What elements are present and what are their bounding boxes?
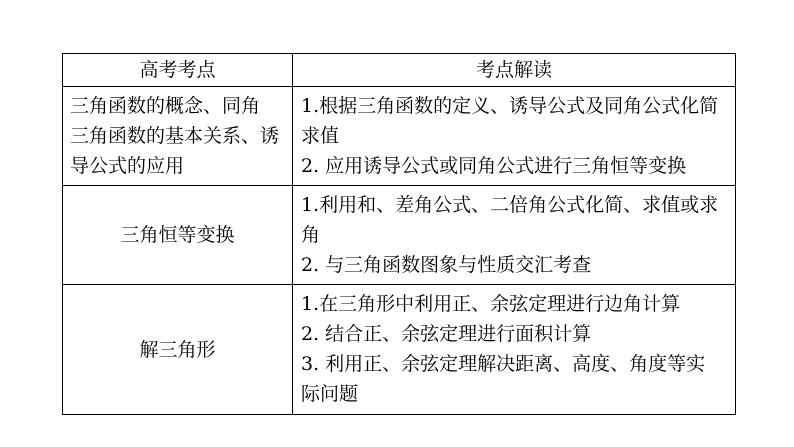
description-line: 3. 利用正、余弦定理解决距离、高度、角度等实 <box>301 353 706 375</box>
description-line: 际问题 <box>301 383 359 405</box>
description-line: 1.根据三角函数的定义、诱导公式及同角公式化简 <box>301 95 719 117</box>
description-line: 角 <box>301 224 321 246</box>
topic-line: 解三角形 <box>139 338 216 361</box>
description-line: 2. 与三角函数图象与性质交汇考查 <box>301 254 592 276</box>
header-interpretation: 考点解读 <box>293 54 736 87</box>
description-cell <box>293 87 736 186</box>
topic-line: 三角函数的基本关系、诱 <box>70 125 280 147</box>
description-cell <box>293 186 736 285</box>
header-exam-point: 高考考点 <box>63 54 293 87</box>
topic-cell <box>63 285 293 415</box>
description-line: 1.利用和、差角公式、二倍角公式化简、求值或求 <box>301 194 719 216</box>
table-row <box>63 186 736 285</box>
description-line: 求值 <box>301 125 340 147</box>
topic-cell <box>63 186 293 285</box>
topic-cell <box>63 87 293 186</box>
description-line: 2. 结合正、余弦定理进行面积计算 <box>301 323 592 345</box>
topic-line: 三角恒等变换 <box>120 224 235 246</box>
description-line: 1.在三角形中利用正、余弦定理进行边角计算 <box>301 293 681 315</box>
table-row <box>63 285 736 415</box>
table-row <box>63 87 736 186</box>
description-line: 2. 应用诱导公式或同角公式进行三角恒等变换 <box>301 155 687 177</box>
topic-line: 三角函数的概念、同角 <box>70 95 261 117</box>
exam-points-table-container <box>62 53 735 415</box>
description-cell <box>293 285 736 415</box>
table-header-row <box>63 54 736 87</box>
exam-points-table <box>62 53 736 415</box>
topic-line: 导公式的应用 <box>70 155 185 177</box>
